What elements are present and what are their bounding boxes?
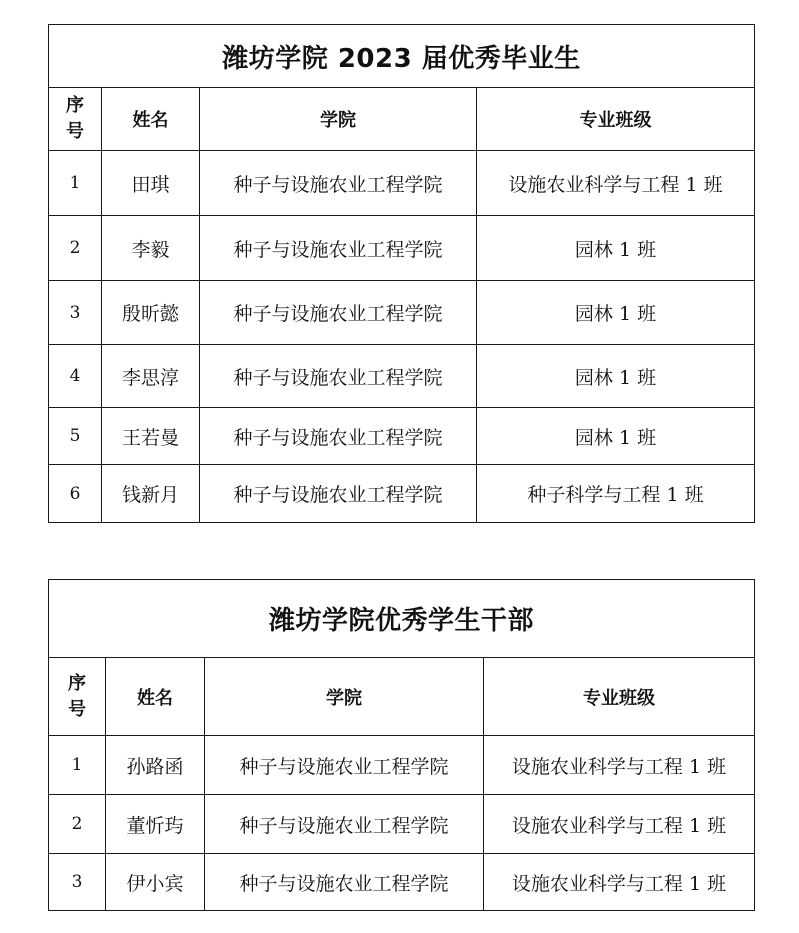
row-seq: 5	[49, 408, 102, 465]
row-seq: 6	[49, 465, 102, 523]
row-name: 孙路函	[106, 736, 205, 795]
row-college: 种子与设施农业工程学院	[205, 854, 484, 911]
row-class: 种子科学与工程 1 班	[477, 465, 755, 523]
row-seq: 4	[49, 345, 102, 408]
row-seq: 1	[49, 151, 102, 216]
row-name: 殷昕懿	[102, 281, 200, 345]
row-class: 园林 1 班	[477, 345, 755, 408]
outstanding-graduates-table	[48, 24, 755, 523]
row-seq: 3	[49, 281, 102, 345]
table-row	[49, 465, 755, 523]
header-seq	[49, 658, 106, 736]
header-seq	[49, 88, 102, 151]
header-seq-label: 序号	[66, 95, 84, 142]
row-name: 钱新月	[102, 465, 200, 523]
row-class: 设施农业科学与工程 1 班	[484, 854, 755, 911]
row-college: 种子与设施农业工程学院	[200, 216, 477, 281]
row-college: 种子与设施农业工程学院	[200, 408, 477, 465]
row-class: 设施农业科学与工程 1 班	[477, 151, 755, 216]
table-row	[49, 408, 755, 465]
table-title: 潍坊学院 2023 届优秀毕业生	[49, 25, 755, 88]
row-name: 董忻玙	[106, 795, 205, 854]
row-class: 园林 1 班	[477, 408, 755, 465]
header-college: 学院	[205, 658, 484, 736]
header-class: 专业班级	[477, 88, 755, 151]
header-college: 学院	[200, 88, 477, 151]
row-class: 园林 1 班	[477, 216, 755, 281]
table-title: 潍坊学院优秀学生干部	[49, 580, 755, 658]
row-seq: 3	[49, 854, 106, 911]
row-college: 种子与设施农业工程学院	[205, 795, 484, 854]
header-name: 姓名	[102, 88, 200, 151]
row-college: 种子与设施农业工程学院	[200, 465, 477, 523]
row-college: 种子与设施农业工程学院	[200, 151, 477, 216]
header-seq-label: 序号	[68, 672, 86, 720]
row-class: 设施农业科学与工程 1 班	[484, 795, 755, 854]
row-class: 设施农业科学与工程 1 班	[484, 736, 755, 795]
header-name: 姓名	[106, 658, 205, 736]
row-college: 种子与设施农业工程学院	[200, 281, 477, 345]
row-name: 王若曼	[102, 408, 200, 465]
row-name: 伊小宾	[106, 854, 205, 911]
row-college: 种子与设施农业工程学院	[205, 736, 484, 795]
row-name: 田琪	[102, 151, 200, 216]
row-name: 李毅	[102, 216, 200, 281]
outstanding-cadres-table	[48, 579, 755, 911]
header-row	[49, 658, 755, 736]
table-row	[49, 345, 755, 408]
row-name: 李思淳	[102, 345, 200, 408]
table-row	[49, 736, 755, 795]
table-title-row	[49, 580, 755, 658]
table-row	[49, 854, 755, 911]
table-title-row	[49, 25, 755, 88]
row-class: 园林 1 班	[477, 281, 755, 345]
header-row	[49, 88, 755, 151]
table-row	[49, 151, 755, 216]
row-college: 种子与设施农业工程学院	[200, 345, 477, 408]
row-seq: 2	[49, 795, 106, 854]
row-seq: 2	[49, 216, 102, 281]
row-seq: 1	[49, 736, 106, 795]
table-row	[49, 216, 755, 281]
table-row	[49, 281, 755, 345]
table-row	[49, 795, 755, 854]
header-class: 专业班级	[484, 658, 755, 736]
